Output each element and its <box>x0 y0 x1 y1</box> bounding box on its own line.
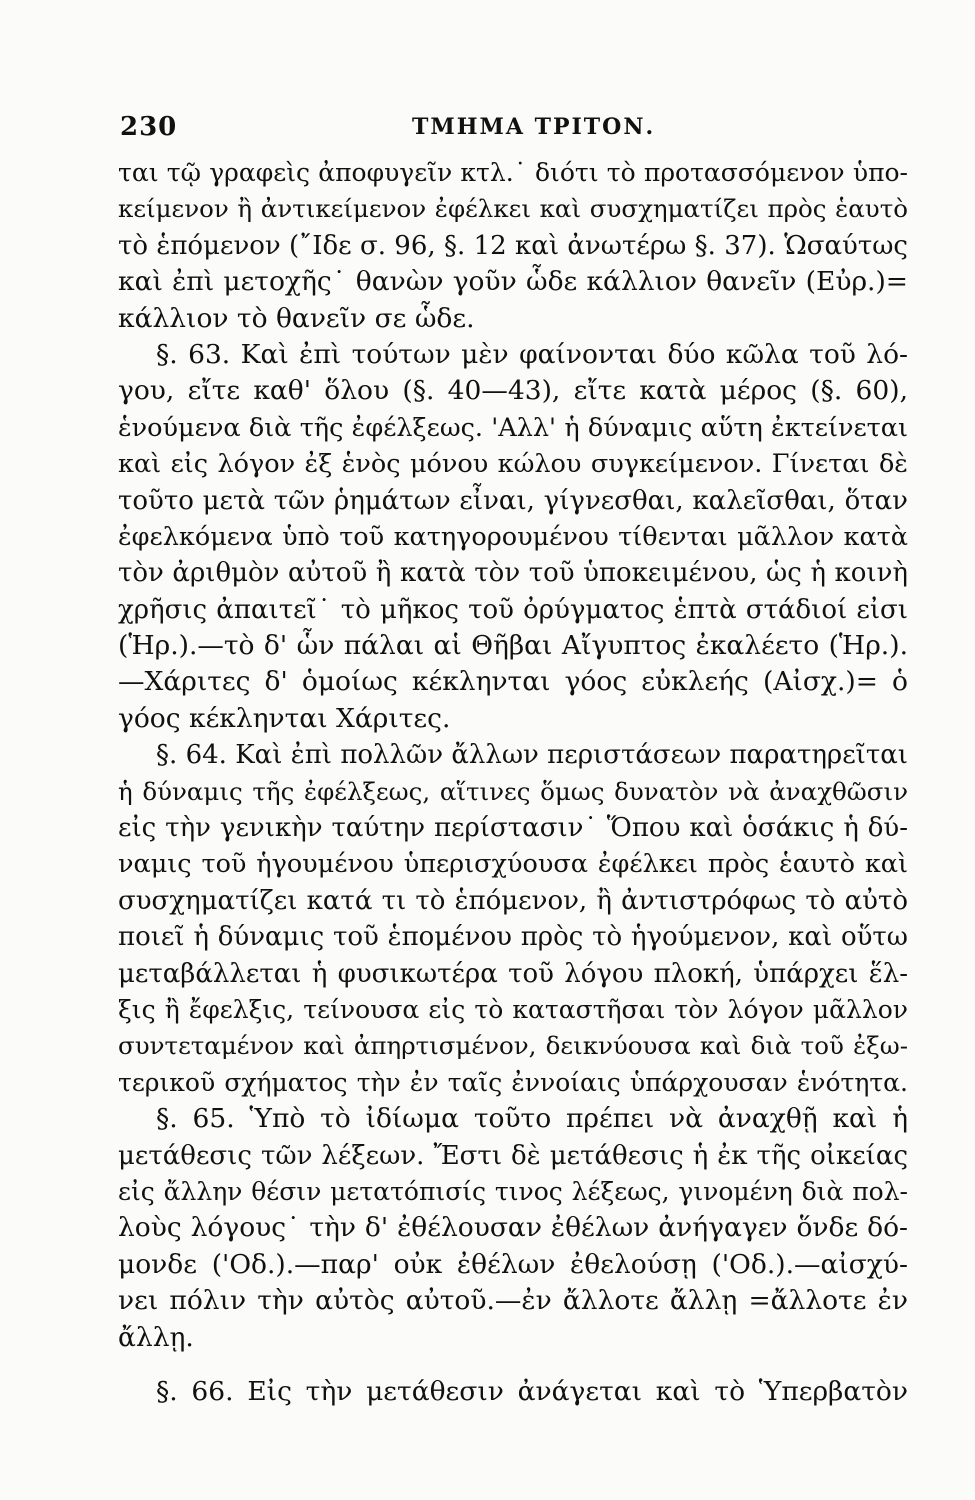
text-line: λοὺς λόγους˙ τὴν δ' ἐθέλουσαν ἐθέλων ἀνήγαγεν ὅνδε δό- <box>118 1212 908 1244</box>
text-line: καὶ εἰς λόγον ἐξ ἑνὸς μόνου κώλου συγκείμενον. Γίνεται δὲ <box>118 449 908 480</box>
text-line: ἐφελκόμενα ὑπὸ τοῦ κατηγορουμένου τίθενται μᾶλλον κατὰ <box>118 521 908 552</box>
text-line: χρῆσις ἀπαιτεῖ˙ τὸ μῆκος τοῦ ὀρύγματος ἑπτὰ στάδιοί εἰσι <box>118 594 908 625</box>
text-line: μονδε ('Οδ.).—παρ' οὐκ ἐθέλων ἐθελούσῃ ('Οδ.).—αἰσχύ- <box>118 1248 908 1280</box>
text-line: ποιεῖ ἡ δύναμις τοῦ ἑπομένου πρὸς τὸ ἡγούμενον, καὶ οὕτω <box>118 922 908 953</box>
text-line: γου, εἴτε καθ' ὅλου (§. 40—43), εἴτε κατὰ μέρος (§. 60), <box>118 375 908 407</box>
section-start-line: §. 66. Εἰς τὴν μετάθεσιν ἀνάγεται καὶ τὸ Ὑπερβατὸν <box>156 1375 908 1407</box>
text-line: γόος κέκληνται Χάριτες. <box>118 702 451 734</box>
section-start-line: §. 64. Καὶ ἐπὶ πολλῶν ἄλλων περιστάσεων παρατηρεῖται <box>156 740 908 771</box>
text-line: —Χάριτες δ' ὁμοίως κέκληνται γόος εὐκλεής (Αἰσχ.)= ὁ <box>118 666 908 698</box>
text-line: τὸ ἑπόμενον (῎Ιδε σ. 96, §. 12 καὶ ἀνωτέρω §. 37). Ὡσαύτως <box>118 230 908 261</box>
page-header <box>120 112 900 152</box>
text-line: ναμις τοῦ ἡγουμένου ὑπερισχύουσα ἐφέλκει πρὸς ἑαυτὸ καὶ <box>118 849 908 880</box>
text-line: μεταβάλλεται ἡ φυσικωτέρα τοῦ λόγου πλοκή, ὑπάρχει ἕλ- <box>118 958 908 989</box>
page-body <box>118 155 908 1410</box>
page-number: 230 <box>120 112 178 142</box>
text-line: τοῦτο μετὰ τῶν ῥημάτων εἶναι, γίγνεσθαι, καλεῖσθαι, ὅταν <box>118 485 908 516</box>
text-line: κάλλιον τὸ θανεῖν σε ὧδε. <box>118 302 475 334</box>
text-line: ἄλλῃ. <box>118 1321 194 1353</box>
text-line: ἑνούμενα διὰ τῆς ἐφέλξεως. 'Αλλ' ἡ δύναμις αὕτη ἐκτείνεται <box>118 412 908 443</box>
section-start-line: §. 65. Ὑπὸ τὸ ἰδίωμα τοῦτο πρέπει νὰ ἀναχθῇ καὶ ἡ <box>156 1103 908 1135</box>
text-line: ται τῷ γραφεὶς ἀποφυγεῖν κτλ.˙ διότι τὸ προτασσόμενον ὑπο- <box>118 158 908 187</box>
section-start-line: §. 63. Καὶ ἐπὶ τούτων μὲν φαίνονται δύο κῶλα τοῦ λό- <box>156 338 908 370</box>
text-line: κείμενον ἢ ἀντικείμενον ἐφέλκει καὶ συσχηματίζει πρὸς ἑαυτὸ <box>118 194 908 224</box>
text-line: ξις ἢ ἔφελξις, τείνουσα εἰς τὸ καταστῆσαι τὸν λόγον μᾶλλον <box>118 994 908 1024</box>
text-line: νει πόλιν τὴν αὐτὸς αὐτοῦ.—ἐν ἄλλοτε ἄλλῃ =ἄλλοτε ἐν <box>118 1285 908 1317</box>
running-head: ΤΜΗΜΑ ΤΡΙΤΟΝ. <box>412 114 656 140</box>
text-line: τερικοῦ σχήματος τὴν ἐν ταῖς ἐννοίαις ὑπάρχουσαν ἑνότητα. <box>118 1067 908 1097</box>
text-line: (Ἡρ.).—τὸ δ' ὧν πάλαι αἱ Θῆβαι Αἴγυπτος ἐκαλέετο (Ἡρ.). <box>118 630 908 662</box>
text-line: συντεταμένον καὶ ἀπηρτισμένον, δεικνύουσα καὶ διὰ τοῦ ἐξω- <box>118 1031 908 1061</box>
text-line: ἡ δύναμις τῆς ἐφέλξεως, αἵτινες ὅμως δυνατὸν νὰ ἀναχθῶσιν <box>118 776 908 806</box>
text-line: τὸν ἀριθμὸν αὐτοῦ ἢ κατὰ τὸν τοῦ ὑποκειμένου, ὡς ἡ κοινὴ <box>118 558 908 589</box>
text-line: καὶ ἐπὶ μετοχῆς˙ θανὼν γοῦν ὧδε κάλλιον θανεῖν (Εὐρ.)= <box>118 266 908 298</box>
text-line: συσχηματίζει κατά τι τὸ ἑπόμενον, ἢ ἀντιστρόφως τὸ αὐτὸ <box>118 885 908 916</box>
text-line: εἰς τὴν γενικὴν ταύτην περίστασιν˙ Ὅπου καὶ ὁσάκις ἡ δύ- <box>118 813 908 844</box>
text-line: μετάθεσις τῶν λέξεων. Ἔστι δὲ μετάθεσις ἡ ἐκ τῆς οἰκείας <box>118 1140 908 1171</box>
text-line: εἰς ἄλλην θέσιν μετατόπισίς τινος λέξεως, γινομένη διὰ πολ- <box>118 1176 908 1206</box>
